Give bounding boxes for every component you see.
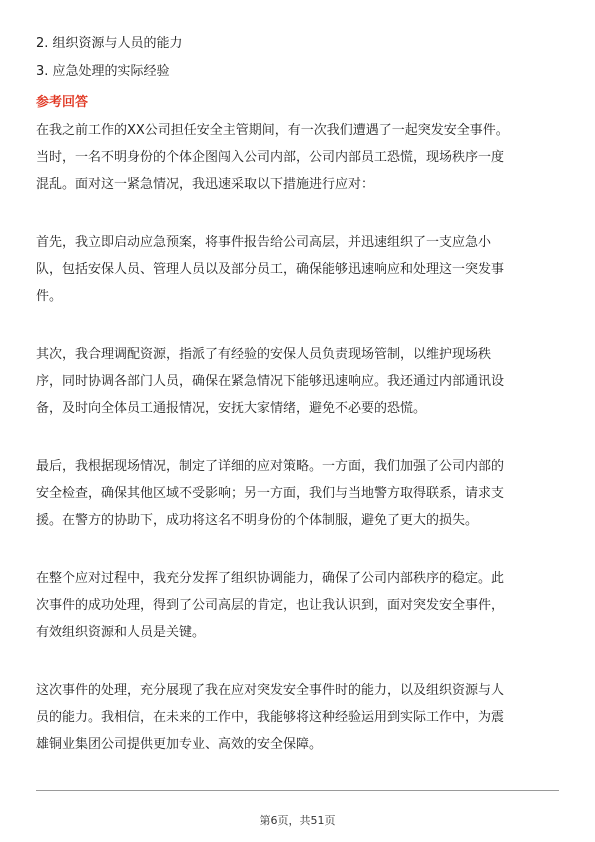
answer-line: 次事件的成功处理，得到了公司高层的肯定，也让我认识到，面对突发安全事件， xyxy=(36,598,505,613)
page-number: 第6页，共51页 xyxy=(259,814,336,827)
answer-line: 雄铜业集团公司提供更加专业、高效的安全保障。 xyxy=(36,737,323,752)
answer-line: 最后，我根据现场情况，制定了详细的应对策略。一方面，我们加强了公司内部的 xyxy=(36,459,505,474)
answer-line: 备，及时向全体员工通报情况，安抚大家情绪，避免不必要的恐慌。 xyxy=(36,401,427,416)
answer-line: 员的能力。我相信，在未来的工作中，我能够将这种经验运用到实际工作中，为震 xyxy=(36,710,505,725)
answer-line: 援。在警方的协助下，成功将这名不明身份的个体制服，避免了更大的损失。 xyxy=(36,513,479,528)
answer-line: 混乱。面对这一紧急情况，我迅速采取以下措施进行应对： xyxy=(36,177,375,192)
answer-line: 件。 xyxy=(36,289,63,304)
reference-answer-label: 参考回答 xyxy=(36,95,89,110)
list-item-3: 3. 应急处理的实际经验 xyxy=(36,64,170,79)
answer-line: 在我之前工作的XX公司担任安全主管期间，有一次我们遭遇了一起突发安全事件。 xyxy=(36,123,509,138)
footer-divider xyxy=(36,790,559,791)
answer-line: 首先，我立即启动应急预案，将事件报告给公司高层，并迅速组织了一支应急小 xyxy=(36,235,492,250)
answer-line: 安全检查，确保其他区域不受影响；另一方面，我们与当地警方取得联系，请求支 xyxy=(36,486,505,501)
answer-line: 当时，一名不明身份的个体企图闯入公司内部，公司内部员工恐慌，现场秩序一度 xyxy=(36,150,505,165)
answer-line: 其次，我合理调配资源，指派了有经验的安保人员负责现场管制，以维护现场秩 xyxy=(36,347,492,362)
answer-line: 有效组织资源和人员是关键。 xyxy=(36,625,206,640)
answer-line: 这次事件的处理，充分展现了我在应对突发安全事件时的能力，以及组织资源与人 xyxy=(36,683,505,698)
list-item-2: 2. 组织资源与人员的能力 xyxy=(36,36,183,51)
answer-line: 队，包括安保人员、管理人员以及部分员工，确保能够迅速响应和处理这一突发事 xyxy=(36,262,505,277)
answer-line: 序，同时协调各部门人员，确保在紧急情况下能够迅速响应。我还通过内部通讯设 xyxy=(36,374,505,389)
answer-line: 在整个应对过程中，我充分发挥了组织协调能力，确保了公司内部秩序的稳定。此 xyxy=(36,571,505,586)
